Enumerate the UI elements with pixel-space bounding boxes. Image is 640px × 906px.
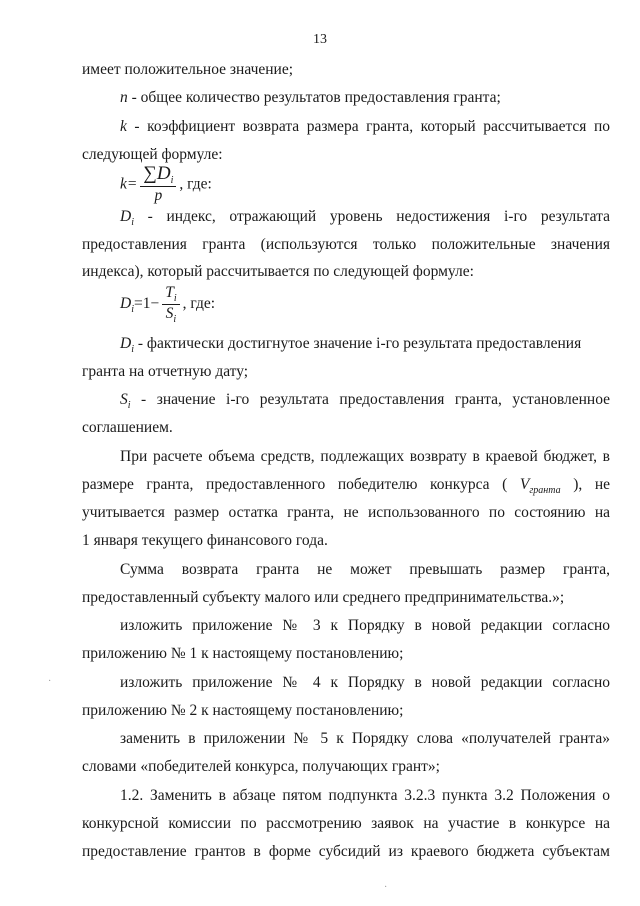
text-line: учитывается размер остатка гранта, не использованного по состоянию на — [82, 504, 610, 521]
text-line: следующей формуле: — [82, 146, 223, 163]
symbol-k: k — [120, 118, 127, 135]
text-line: гранта на отчетную дату; — [82, 363, 249, 380]
text-fragment: размере гранта, предоставленного победителю конкурса — [82, 476, 490, 493]
symbol-n: n — [120, 89, 128, 106]
formula-k-numerator: ∑D — [143, 163, 171, 184]
formula-k — [120, 165, 610, 205]
formula-d-eq: =1− — [133, 295, 160, 313]
text-line: индекса), который рассчитывается по следующей формуле: — [82, 263, 474, 280]
symbol-s: S — [120, 391, 128, 408]
formula-d-numerator: T — [165, 284, 174, 301]
text-line: соглашением. — [82, 419, 173, 436]
symbol-s-sub: i — [127, 400, 131, 411]
formula-d — [120, 284, 610, 325]
text-line — [120, 334, 610, 356]
formula-d-lhs: D — [120, 295, 132, 313]
symbol-d: D — [120, 335, 132, 352]
text-line: приложению № 1 к настоящему постановлению; — [82, 645, 404, 662]
text-fragment: - общее количество результатов предоставления гранта; — [131, 89, 501, 106]
text-line: заменить в приложении № 5 к Порядку слова «получателей гранта» — [120, 730, 610, 747]
text-line: приложению № 2 к настоящему постановлению; — [82, 702, 404, 719]
text-line: изложить приложение № 4 к Порядку в новой редакции согласно — [120, 674, 610, 691]
v-grant-group — [502, 476, 583, 496]
text-line: изложить приложение № 3 к Порядку в новой редакции согласно — [120, 617, 610, 634]
text-line: словами «победителей конкурса, получающих грант»; — [82, 758, 440, 775]
paren-open: ( — [502, 476, 508, 493]
text-fragment: - значение i-го результата предоставления гранта, установленное — [141, 391, 611, 408]
text-line — [120, 207, 610, 229]
text-line — [120, 88, 610, 108]
text-line — [120, 117, 610, 137]
text-line — [82, 475, 610, 497]
formula-d-denominator-sub: i — [173, 314, 177, 325]
formula-k-lhs: k= — [120, 175, 138, 193]
text-fragment: не — [594, 476, 611, 493]
formula-d-lhs-sub: i — [131, 304, 134, 316]
scan-speck: · — [48, 676, 52, 687]
formula-d-tail: , где: — [182, 295, 216, 313]
text-fragment: - индекс, отражающий уровень недостижения i-го результата — [147, 208, 611, 225]
text-line — [120, 390, 610, 412]
formula-k-denominator: p — [154, 187, 163, 204]
symbol-d: D — [120, 208, 132, 225]
text-line: Сумма возврата гранта не может превышать размер гранта, — [120, 561, 610, 578]
page-number: 13 — [313, 32, 327, 47]
formula-d-fraction — [162, 284, 179, 325]
text-line: предоставления гранта (используются только положительные значения — [82, 236, 610, 253]
text-fragment: - фактически достигнутое значение i-го результата предоставления — [137, 335, 582, 352]
symbol-v: V — [519, 476, 530, 493]
formula-d-numerator-sub: i — [173, 293, 177, 304]
text-line: При расчете объема средств, подлежащих возврату в краевой бюджет, в — [120, 448, 610, 465]
text-line: 1.2. Заменить в абзаце пятом подпункта 3.2.3 пункта 3.2 Положения о — [120, 787, 610, 804]
formula-k-fraction — [140, 165, 176, 205]
symbol-v-sub: гранта — [529, 485, 561, 496]
formula-k-tail: , где: — [179, 175, 212, 193]
text-line: имеет положительное значение; — [82, 61, 294, 78]
symbol-d-sub: i — [131, 344, 134, 355]
formula-d-denominator: S — [165, 305, 174, 322]
formula-k-numerator-sub: i — [170, 175, 174, 186]
text-line: 1 января текущего финансового года. — [82, 532, 328, 549]
text-fragment: - коэффициент возврата размера гранта, который рассчитывается по — [134, 118, 611, 135]
symbol-d-sub: i — [131, 217, 134, 228]
text-line: предоставленный субъекту малого или среднего предпринимательства.»; — [82, 589, 565, 606]
text-line: предоставление грантов в форме субсидий из краевого бюджета субъектам — [82, 843, 610, 860]
paren-close: ), — [573, 476, 583, 493]
scan-speck: · — [384, 882, 388, 893]
text-line: конкурсной комиссии по рассмотрению заявок на участие в конкурсе на — [82, 815, 610, 832]
